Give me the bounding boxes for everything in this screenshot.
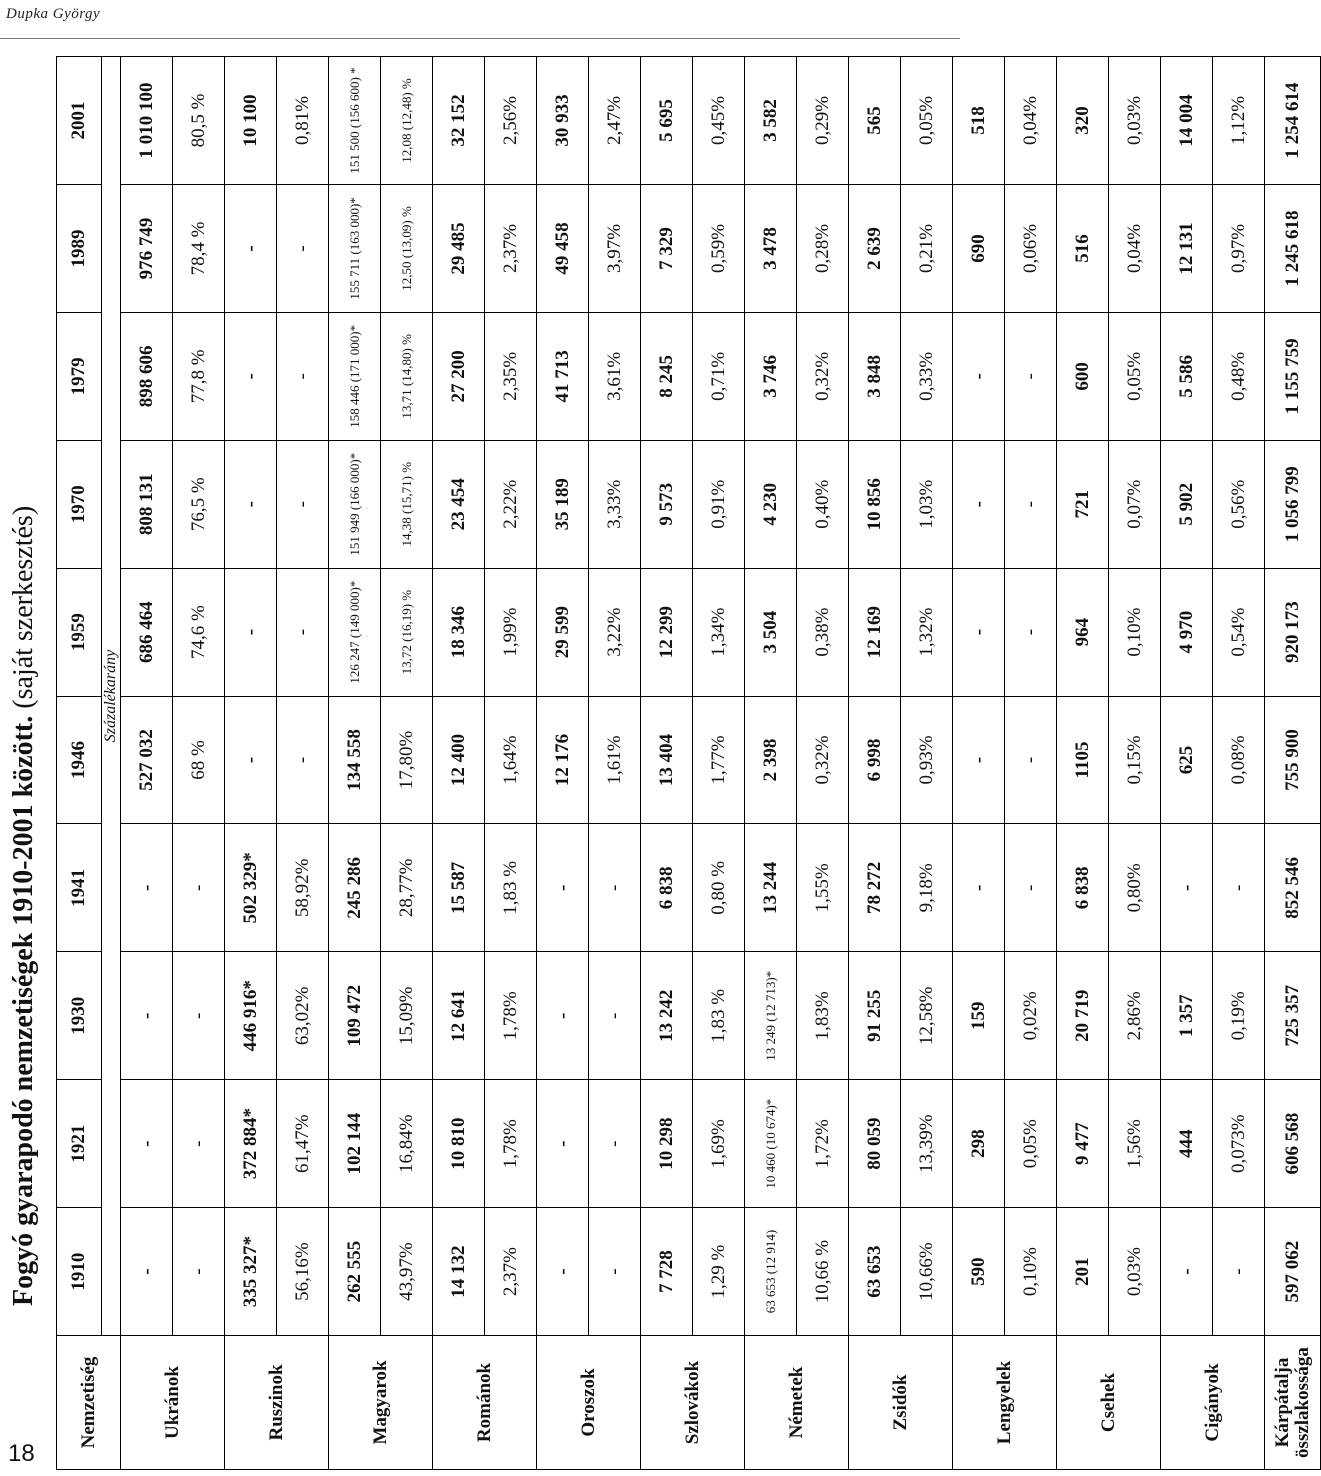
title-main: Fogyó gyarapodó nemzetiségek 1910-2001 között. xyxy=(8,715,39,1306)
count-cell: - xyxy=(537,952,589,1080)
count-cell: 13 244 xyxy=(745,824,797,952)
percent-cell: 0,32% xyxy=(797,696,849,824)
percent-cell: 0,04% xyxy=(1005,57,1057,185)
count-cell: 9 573 xyxy=(641,440,693,568)
nationality-name: Oroszok xyxy=(537,1336,641,1470)
percent-cell: 0,32% xyxy=(797,312,849,440)
percent-cell: 0,10% xyxy=(1005,1208,1057,1336)
count-cell: 32 152 xyxy=(433,57,485,185)
table-row xyxy=(121,57,173,1470)
percent-label-row xyxy=(102,57,121,1470)
count-cell: 6 838 xyxy=(1057,824,1109,952)
percent-cell: 2,22% xyxy=(485,440,537,568)
count-cell: 245 286 xyxy=(329,824,381,952)
percent-cell: 0,05% xyxy=(901,57,953,185)
percent-cell: 1,29 % xyxy=(693,1208,745,1336)
nationality-name: Cigányok xyxy=(1161,1336,1265,1470)
year-header: 1959 xyxy=(57,568,102,696)
percent-cell: 3,61% xyxy=(589,312,641,440)
percent-cell: 0,073% xyxy=(1213,1080,1265,1208)
count-cell: - xyxy=(225,568,277,696)
count-cell: 7 728 xyxy=(641,1208,693,1336)
count-cell: 600 xyxy=(1057,312,1109,440)
count-cell: 565 xyxy=(849,57,901,185)
count-cell: 898 606 xyxy=(121,312,173,440)
table-row xyxy=(277,57,329,1470)
percent-cell: 0,03% xyxy=(1109,1208,1161,1336)
percent-cell: 0,19% xyxy=(1213,952,1265,1080)
count-cell: 63 653 xyxy=(849,1208,901,1336)
percent-cell: 2,37% xyxy=(485,184,537,312)
percent-cell: 43,97% xyxy=(381,1208,433,1336)
percent-cell: - xyxy=(173,1208,225,1336)
table-row xyxy=(433,57,485,1470)
count-cell: 808 131 xyxy=(121,440,173,568)
percent-cell: 0,07% xyxy=(1109,440,1161,568)
percent-cell: 0,15% xyxy=(1109,696,1161,824)
count-cell: 2 398 xyxy=(745,696,797,824)
table-row xyxy=(901,57,953,1470)
count-cell: 12 641 xyxy=(433,952,485,1080)
count-cell: 976 749 xyxy=(121,184,173,312)
percent-cell: 28,77% xyxy=(381,824,433,952)
percent-cell: 0,28% xyxy=(797,184,849,312)
count-cell: - xyxy=(225,696,277,824)
count-cell: 5 586 xyxy=(1161,312,1213,440)
nationality-name: Románok xyxy=(433,1336,537,1470)
percent-cell: 0,71% xyxy=(693,312,745,440)
percent-cell: 1,77% xyxy=(693,696,745,824)
count-cell: - xyxy=(953,824,1005,952)
count-cell: 964 xyxy=(1057,568,1109,696)
nationality-name: Zsidók xyxy=(849,1336,953,1470)
total-label: Kárpátalja összlakossága xyxy=(1265,1336,1321,1470)
count-cell: 12 299 xyxy=(641,568,693,696)
percent-cell: 13,72 (16,19) % xyxy=(381,568,433,696)
count-cell: 80 059 xyxy=(849,1080,901,1208)
count-cell: 690 xyxy=(953,184,1005,312)
year-header-row xyxy=(57,57,102,1470)
percent-cell: 0,80% xyxy=(1109,824,1161,952)
count-cell: 686 464 xyxy=(121,568,173,696)
percent-cell: 16,84% xyxy=(381,1080,433,1208)
count-cell: 1 010 100 xyxy=(121,57,173,185)
percent-cell: - xyxy=(589,952,641,1080)
count-cell: - xyxy=(537,824,589,952)
count-cell: - xyxy=(225,184,277,312)
count-cell: 2 639 xyxy=(849,184,901,312)
percent-cell: 1,64% xyxy=(485,696,537,824)
count-cell: - xyxy=(953,568,1005,696)
count-cell: 502 329* xyxy=(225,824,277,952)
count-cell: 3 478 xyxy=(745,184,797,312)
count-cell: 10 460 (10 674)* xyxy=(745,1080,797,1208)
percent-cell: 0,06% xyxy=(1005,184,1057,312)
table-row xyxy=(1005,57,1057,1470)
table-row xyxy=(745,57,797,1470)
count-cell: 12 131 xyxy=(1161,184,1213,312)
percent-cell: 10,66 % xyxy=(797,1208,849,1336)
count-cell: - xyxy=(537,1080,589,1208)
percent-cell: 2,35% xyxy=(485,312,537,440)
count-cell: - xyxy=(1161,1208,1213,1336)
table-row xyxy=(1213,57,1265,1470)
count-cell: 1 357 xyxy=(1161,952,1213,1080)
percent-cell: 12,58% xyxy=(901,952,953,1080)
count-cell: 23 454 xyxy=(433,440,485,568)
count-cell: 30 933 xyxy=(537,57,589,185)
percent-cell: 56,16% xyxy=(277,1208,329,1336)
count-cell: 18 346 xyxy=(433,568,485,696)
count-cell: 13 242 xyxy=(641,952,693,1080)
percent-cell: 0,45% xyxy=(693,57,745,185)
count-cell: 49 458 xyxy=(537,184,589,312)
count-cell: 320 xyxy=(1057,57,1109,185)
count-cell: - xyxy=(121,1208,173,1336)
percent-cell: 0,93% xyxy=(901,696,953,824)
percent-cell: - xyxy=(1005,696,1057,824)
percent-cell: - xyxy=(589,824,641,952)
percent-cell: 1,32% xyxy=(901,568,953,696)
percent-cell: 76,5 % xyxy=(173,440,225,568)
count-cell: 27 200 xyxy=(433,312,485,440)
count-cell: 3 848 xyxy=(849,312,901,440)
count-cell: 3 504 xyxy=(745,568,797,696)
count-cell: 14 132 xyxy=(433,1208,485,1336)
percent-cell: 13,39% xyxy=(901,1080,953,1208)
count-cell: - xyxy=(121,824,173,952)
percent-cell: - xyxy=(589,1208,641,1336)
percent-cell: 12,08 (12,48) % xyxy=(381,57,433,185)
percent-cell: 0,81% xyxy=(277,57,329,185)
count-cell: 9 477 xyxy=(1057,1080,1109,1208)
percent-cell: 1,34% xyxy=(693,568,745,696)
percent-cell: - xyxy=(589,1080,641,1208)
total-cell: 1 056 799 xyxy=(1265,440,1321,568)
count-cell: 10 298 xyxy=(641,1080,693,1208)
percent-cell: 1,83% xyxy=(797,952,849,1080)
percent-cell: 0,03% xyxy=(1109,57,1161,185)
count-cell: 10 856 xyxy=(849,440,901,568)
percent-cell: 1,12% xyxy=(1213,57,1265,185)
count-cell: 13 249 (12 713)* xyxy=(745,952,797,1080)
percent-cell: 1,56% xyxy=(1109,1080,1161,1208)
nationality-name: Csehek xyxy=(1057,1336,1161,1470)
count-cell: 20 719 xyxy=(1057,952,1109,1080)
nationality-name: Ruszinok xyxy=(225,1336,329,1470)
nationality-name: Ukránok xyxy=(121,1336,225,1470)
count-cell: 109 472 xyxy=(329,952,381,1080)
count-cell: 590 xyxy=(953,1208,1005,1336)
percent-label: Százalékarány xyxy=(102,57,121,1336)
count-cell: 516 xyxy=(1057,184,1109,312)
percent-cell: - xyxy=(1213,824,1265,952)
count-cell: 518 xyxy=(953,57,1005,185)
count-cell: 262 555 xyxy=(329,1208,381,1336)
table-row xyxy=(953,57,1005,1470)
year-header: 1910 xyxy=(57,1208,102,1336)
count-cell: 7 329 xyxy=(641,184,693,312)
percent-cell: - xyxy=(277,568,329,696)
count-cell: 29 599 xyxy=(537,568,589,696)
count-cell: 159 xyxy=(953,952,1005,1080)
percent-cell: 1,99% xyxy=(485,568,537,696)
count-cell: 446 916* xyxy=(225,952,277,1080)
count-cell: 13 404 xyxy=(641,696,693,824)
percent-cell: 1,78% xyxy=(485,952,537,1080)
percent-cell: 1,03% xyxy=(901,440,953,568)
year-header: 1979 xyxy=(57,312,102,440)
percent-cell: 68 % xyxy=(173,696,225,824)
percent-cell: 77,8 % xyxy=(173,312,225,440)
count-cell: 63 653 (12 914) xyxy=(745,1208,797,1336)
percent-cell: 61,47% xyxy=(277,1080,329,1208)
nationality-name: Magyarok xyxy=(329,1336,433,1470)
year-header: 1946 xyxy=(57,696,102,824)
count-cell: 12 169 xyxy=(849,568,901,696)
percent-cell: 2,47% xyxy=(589,57,641,185)
count-cell: 15 587 xyxy=(433,824,485,952)
count-cell: 4 970 xyxy=(1161,568,1213,696)
total-cell: 1 155 759 xyxy=(1265,312,1321,440)
count-cell: - xyxy=(953,312,1005,440)
count-cell: - xyxy=(121,1080,173,1208)
percent-cell: 74,6 % xyxy=(173,568,225,696)
percent-cell: - xyxy=(173,1080,225,1208)
total-cell: 597 062 xyxy=(1265,1208,1321,1336)
percent-cell: 15,09% xyxy=(381,952,433,1080)
count-cell: 155 711 (163 000)* xyxy=(329,184,381,312)
count-cell: 3 582 xyxy=(745,57,797,185)
count-cell: 10 100 xyxy=(225,57,277,185)
percent-cell: 0,33% xyxy=(901,312,953,440)
percent-cell: 2,37% xyxy=(485,1208,537,1336)
percent-cell: 0,80 % xyxy=(693,824,745,952)
table-row xyxy=(537,57,589,1470)
percent-cell: 10,66% xyxy=(901,1208,953,1336)
table-row xyxy=(693,57,745,1470)
table-row xyxy=(381,57,433,1470)
percent-cell: 1,55% xyxy=(797,824,849,952)
percent-cell: 1,78% xyxy=(485,1080,537,1208)
percent-cell: 78,4 % xyxy=(173,184,225,312)
percent-cell: - xyxy=(1005,312,1057,440)
count-cell: 10 810 xyxy=(433,1080,485,1208)
table-row xyxy=(485,57,537,1470)
percent-cell: 0,05% xyxy=(1109,312,1161,440)
count-cell: 5 695 xyxy=(641,57,693,185)
percent-cell: - xyxy=(277,440,329,568)
table-row xyxy=(589,57,641,1470)
percent-cell: 1,72% xyxy=(797,1080,849,1208)
count-cell: 1105 xyxy=(1057,696,1109,824)
count-cell: 298 xyxy=(953,1080,1005,1208)
count-cell: 3 746 xyxy=(745,312,797,440)
percent-cell: 12,50 (13,09) % xyxy=(381,184,433,312)
percent-cell: 0,08% xyxy=(1213,696,1265,824)
count-cell: 126 247 (149 000)* xyxy=(329,568,381,696)
percent-cell: 0,97% xyxy=(1213,184,1265,312)
count-cell: 444 xyxy=(1161,1080,1213,1208)
count-cell: 102 144 xyxy=(329,1080,381,1208)
percent-cell: 0,21% xyxy=(901,184,953,312)
percent-cell: 0,91% xyxy=(693,440,745,568)
count-cell: 78 272 xyxy=(849,824,901,952)
percent-cell: 13,71 (14,80) % xyxy=(381,312,433,440)
year-header: 1930 xyxy=(57,952,102,1080)
count-cell: 372 884* xyxy=(225,1080,277,1208)
count-cell: 35 189 xyxy=(537,440,589,568)
percent-cell: - xyxy=(173,952,225,1080)
percent-cell: 3,22% xyxy=(589,568,641,696)
percent-cell: - xyxy=(1213,1208,1265,1336)
count-cell: - xyxy=(953,696,1005,824)
percent-cell: - xyxy=(1005,568,1057,696)
total-cell: 1 254 614 xyxy=(1265,57,1321,185)
count-cell: 41 713 xyxy=(537,312,589,440)
count-cell: 625 xyxy=(1161,696,1213,824)
table-row xyxy=(225,57,277,1470)
table-row xyxy=(1109,57,1161,1470)
percent-cell: - xyxy=(1005,440,1057,568)
count-cell: 6 838 xyxy=(641,824,693,952)
count-cell: - xyxy=(225,440,277,568)
percent-cell: 14,38 (15,71) % xyxy=(381,440,433,568)
percent-cell: 17,80% xyxy=(381,696,433,824)
year-header: 2001 xyxy=(57,57,102,185)
page-number: 18 xyxy=(8,1440,35,1467)
count-cell: 91 255 xyxy=(849,952,901,1080)
percent-cell: 0,54% xyxy=(1213,568,1265,696)
nationality-table xyxy=(56,56,1321,1470)
count-cell: - xyxy=(537,1208,589,1336)
percent-cell: 63,02% xyxy=(277,952,329,1080)
count-cell: - xyxy=(225,312,277,440)
percent-cell: 2,86% xyxy=(1109,952,1161,1080)
count-cell: 12 176 xyxy=(537,696,589,824)
total-cell: 725 357 xyxy=(1265,952,1321,1080)
percent-cell: 0,59% xyxy=(693,184,745,312)
count-cell: 527 032 xyxy=(121,696,173,824)
percent-cell: 0,38% xyxy=(797,568,849,696)
count-cell: - xyxy=(121,952,173,1080)
count-cell: 12 400 xyxy=(433,696,485,824)
corner-header: Nemzetiség xyxy=(57,1336,121,1470)
table-row xyxy=(1161,57,1213,1470)
count-cell: 335 327* xyxy=(225,1208,277,1336)
author-name: Dupka György xyxy=(6,6,101,22)
table-row xyxy=(797,57,849,1470)
count-cell: 6 998 xyxy=(849,696,901,824)
count-cell: 29 485 xyxy=(433,184,485,312)
total-cell: 852 546 xyxy=(1265,824,1321,952)
percent-cell: 0,04% xyxy=(1109,184,1161,312)
count-cell: 201 xyxy=(1057,1208,1109,1336)
percent-cell: - xyxy=(277,184,329,312)
table-row xyxy=(849,57,901,1470)
count-cell: - xyxy=(1161,824,1213,952)
title-note: (saját szerkesztés) xyxy=(8,505,39,709)
year-header: 1921 xyxy=(57,1080,102,1208)
count-cell: 134 558 xyxy=(329,696,381,824)
total-cell: 920 173 xyxy=(1265,568,1321,696)
count-cell: 4 230 xyxy=(745,440,797,568)
nationality-name: Lengyelek xyxy=(953,1336,1057,1470)
percent-cell: 1,83 % xyxy=(693,952,745,1080)
percent-cell: 9,18% xyxy=(901,824,953,952)
percent-cell: - xyxy=(173,824,225,952)
year-header: 1989 xyxy=(57,184,102,312)
count-cell: 158 446 (171 000)* xyxy=(329,312,381,440)
year-header: 1970 xyxy=(57,440,102,568)
percent-cell: 1,69% xyxy=(693,1080,745,1208)
percent-cell: 1,83 % xyxy=(485,824,537,952)
total-cell: 755 900 xyxy=(1265,696,1321,824)
count-cell: 721 xyxy=(1057,440,1109,568)
count-cell: 5 902 xyxy=(1161,440,1213,568)
percent-cell: - xyxy=(1005,824,1057,952)
page-title xyxy=(8,506,40,1306)
percent-cell: 0,10% xyxy=(1109,568,1161,696)
percent-cell: 1,61% xyxy=(589,696,641,824)
percent-cell: 3,97% xyxy=(589,184,641,312)
count-cell: 151 949 (166 000)* xyxy=(329,440,381,568)
count-cell: 8 245 xyxy=(641,312,693,440)
count-cell: 14 004 xyxy=(1161,57,1213,185)
percent-cell: 0,56% xyxy=(1213,440,1265,568)
nationality-name: Németek xyxy=(745,1336,849,1470)
percent-cell: 0,40% xyxy=(797,440,849,568)
percent-cell: 0,02% xyxy=(1005,952,1057,1080)
percent-cell: 80,5 % xyxy=(173,57,225,185)
count-cell: 151 500 (156 600) * xyxy=(329,57,381,185)
total-cell: 606 568 xyxy=(1265,1080,1321,1208)
table-row xyxy=(173,57,225,1470)
table-body xyxy=(121,57,1321,1470)
total-cell: 1 245 618 xyxy=(1265,184,1321,312)
percent-cell: 3,33% xyxy=(589,440,641,568)
percent-cell: - xyxy=(277,312,329,440)
percent-cell: 0,48% xyxy=(1213,312,1265,440)
percent-cell: 58,92% xyxy=(277,824,329,952)
percent-cell: 0,29% xyxy=(797,57,849,185)
year-header: 1941 xyxy=(57,824,102,952)
table-row xyxy=(1057,57,1109,1470)
count-cell: - xyxy=(953,440,1005,568)
percent-cell: 0,05% xyxy=(1005,1080,1057,1208)
table-row xyxy=(641,57,693,1470)
table-row xyxy=(329,57,381,1470)
nationality-name: Szlovákok xyxy=(641,1336,745,1470)
percent-cell: - xyxy=(277,696,329,824)
percent-cell: 2,56% xyxy=(485,57,537,185)
total-row xyxy=(1265,57,1321,1470)
